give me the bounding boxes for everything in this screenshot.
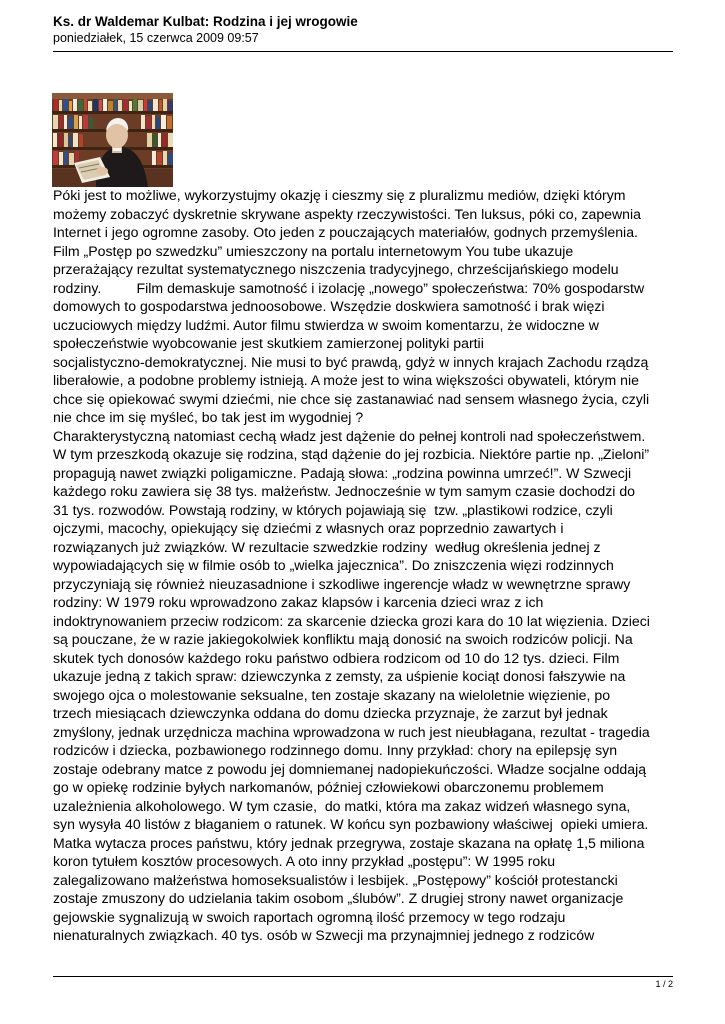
paragraph-2 bbox=[53, 427, 678, 945]
text-line: propagują nawet związki poligamiczne. Padają słowa: „rodzina powinna umrzeć!”. W Szwecji bbox=[53, 464, 632, 481]
text-line: 31 tys. rozwodów. Powstają rodziny, w których pojawiają się tzw. „plastikowi rodzice, czyli bbox=[53, 501, 613, 518]
text-line: skutek tych donosów każdego roku państwo odbiera rodzicom od 10 do 12 tys. dzieci. Film bbox=[53, 649, 620, 666]
text-line: rozwiązanych już związków. W rezultacie szwedzkie rodziny według określenia jednej z bbox=[53, 538, 601, 555]
text-line: socjalistyczno-demokratycznej. Nie musi to być prawdą, gdyż w innych krajach Zachodu rządzą bbox=[53, 353, 649, 370]
text-line: nie chce im się myśleć, bo tak jest im wygodniej ? bbox=[53, 409, 364, 425]
footer-divider bbox=[53, 976, 673, 977]
article-date: poniedziałek, 15 czerwca 2009 09:57 bbox=[53, 31, 259, 45]
text-line: Internet i jego ogromne zasoby. Oto jeden z pouczających materiałów, godnych przemyślenia. bbox=[53, 224, 638, 240]
text-line: zmyślony, jednak urzędnicza machina wprowadzona w ruch jest nieubłagana, rezultat - tragedia bbox=[53, 723, 650, 740]
text-line: rodziny: W 1979 roku wprowadzono zakaz klapsów i karcenia dzieci wraz z ich bbox=[53, 594, 544, 610]
text-line: wypowiadających się w filmie osób to „wielka jajecznica”. Do zniszczenia więzi rodzinnych bbox=[53, 557, 614, 573]
text-line: możemy zobaczyć dyskretnie skrywane aspekty rzeczywistości. Ten luksus, póki co, zapewnia bbox=[53, 205, 641, 222]
text-line: przerażający rezultat systematycznego niszczenia tradycyjnego, chrześcijańskiego modelu bbox=[53, 261, 619, 277]
text-line: zostaje odebrany matce z powodu jej domniemanej nadopiekuńczości. Władze socjalne oddają bbox=[53, 760, 647, 777]
text-line: trzech miesiącach dziewczynka oddana do domu dziecka przyznaje, że zarzut był jednak bbox=[53, 705, 608, 721]
text-line: nienaturalnych związkach. 40 tys. osób w Szwecji ma przynajmniej jednego z rodziców bbox=[53, 927, 595, 943]
text-line: ukazuje jedną z takich spraw: dziewczynka z zemsty, za uśpienie kociąt donosi fałszywie na bbox=[53, 668, 626, 684]
text-line: ojczymi, macochy, opiekujący się dziećmi z własnych oraz poprzednio zawartych i bbox=[53, 520, 564, 536]
text-line: gejowskie sygnalizują w swoich raportach ogromną ilość przemocy w tego rodzaju bbox=[53, 908, 566, 925]
document-header bbox=[53, 13, 673, 46]
text-line: indoktrynowaniem przeciw rodzicom: za skarcenie dziecka grozi kara do 10 lat więzienia. Dzieci bbox=[53, 612, 650, 629]
text-line: każdego roku zawiera się 38 tys. małżeństw. Jednocześnie w tym samym czasie dochodzi do bbox=[53, 483, 636, 499]
text-line: Charakterystyczną natomiast cechą władz jest dążenie do pełnej kontroli nad społeczeństwem. bbox=[53, 427, 646, 444]
text-line: społeczeństwie wyobcowanie jest skutkiem zamierzonej polityki partii bbox=[53, 335, 484, 351]
text-line: koron tytułem kosztów procesowych. A oto inny przykład „postępu”: W 1995 roku bbox=[53, 853, 556, 869]
text-line: domowych to gospodarstwa jednoosobowe. Wszędzie doskwiera samotność i brak więzi bbox=[53, 298, 605, 314]
text-line: Film „Postęp po szwedzku” umieszczony na portalu internetowym You tube ukazuje bbox=[53, 242, 574, 259]
article-title: Ks. dr Waldemar Kulbat: Rodzina i jej wrogowie bbox=[53, 14, 358, 29]
text-line: są pouczane, że w razie jakiegokolwiek konfliktu mają donosić na swoich rodziców policji. Na bbox=[53, 631, 633, 647]
text-line: zalegalizowano małżeństwa homoseksualistów i lesbijek. „Postępowy” kościół protestancki bbox=[53, 871, 618, 888]
text-line: chce się opiekować swymi dziećmi, nie chce się zastanawiać nad sensem własnego życia, czyli bbox=[53, 390, 650, 407]
text-line: rodziny. Film demaskuje samotność i izolację „nowego” społeczeństwa: 70% gospodarstw bbox=[53, 279, 645, 296]
author-photo bbox=[52, 93, 173, 187]
page-number: 1 / 2 bbox=[655, 979, 673, 989]
text-line: rodziców i dziecka, pozbawionego rodzinnego domu. Inny przykład: chory na epilepsję syn bbox=[53, 742, 618, 758]
text-line: przyczyniają się również nieuzasadnione i szkodliwe ingerencje władz w wewnętrzne sprawy bbox=[53, 575, 631, 592]
text-line: uzależnienia alkoholowego. W tym czasie, do matki, która ma zakaz widzeń własnego syna, bbox=[53, 797, 631, 814]
text-line: Matka wytacza proces państwu, który jednak przegrywa, zostaje skazana na opłatę 1,5 miliona bbox=[53, 834, 645, 851]
text-line: uczuciowych między ludźmi. Autor filmu stwierdza w swoim komentarzu, że widoczne w bbox=[53, 316, 599, 333]
text-line: go w opiekę rodzinie byłych narkomanów, później człowiekowi obarczonemu problemem bbox=[53, 779, 604, 795]
text-line: liberałowie, a podobne problemy istnieją. A może jest to wina większości obywateli, którym nie bbox=[53, 372, 639, 388]
text-line: Póki jest to możliwe, wykorzystujmy okazję i cieszmy się z pluralizmu mediów, dzięki którym bbox=[53, 187, 626, 203]
article-body bbox=[53, 186, 678, 945]
text-line: syn wysyła 40 listów z błaganiem o ratunek. W końcu syn pozbawiony właściwej opieki umiera. bbox=[53, 816, 649, 832]
text-line: zostaje zmuszony do udzielania takim osobom „ślubów”. Z drugiej strony nawet organizacje bbox=[53, 890, 624, 906]
header-divider bbox=[53, 51, 673, 52]
paragraph-1 bbox=[53, 186, 678, 427]
text-line: W tym przeszkodą okazuje się rodzina, stąd dążenie do jej rozbicia. Niektóre partie np. „Zieloni” bbox=[53, 446, 650, 462]
text-line: swojego ojca o molestowanie seksualne, ten zostaje skazany na wieloletnie więzienie, po bbox=[53, 686, 611, 703]
